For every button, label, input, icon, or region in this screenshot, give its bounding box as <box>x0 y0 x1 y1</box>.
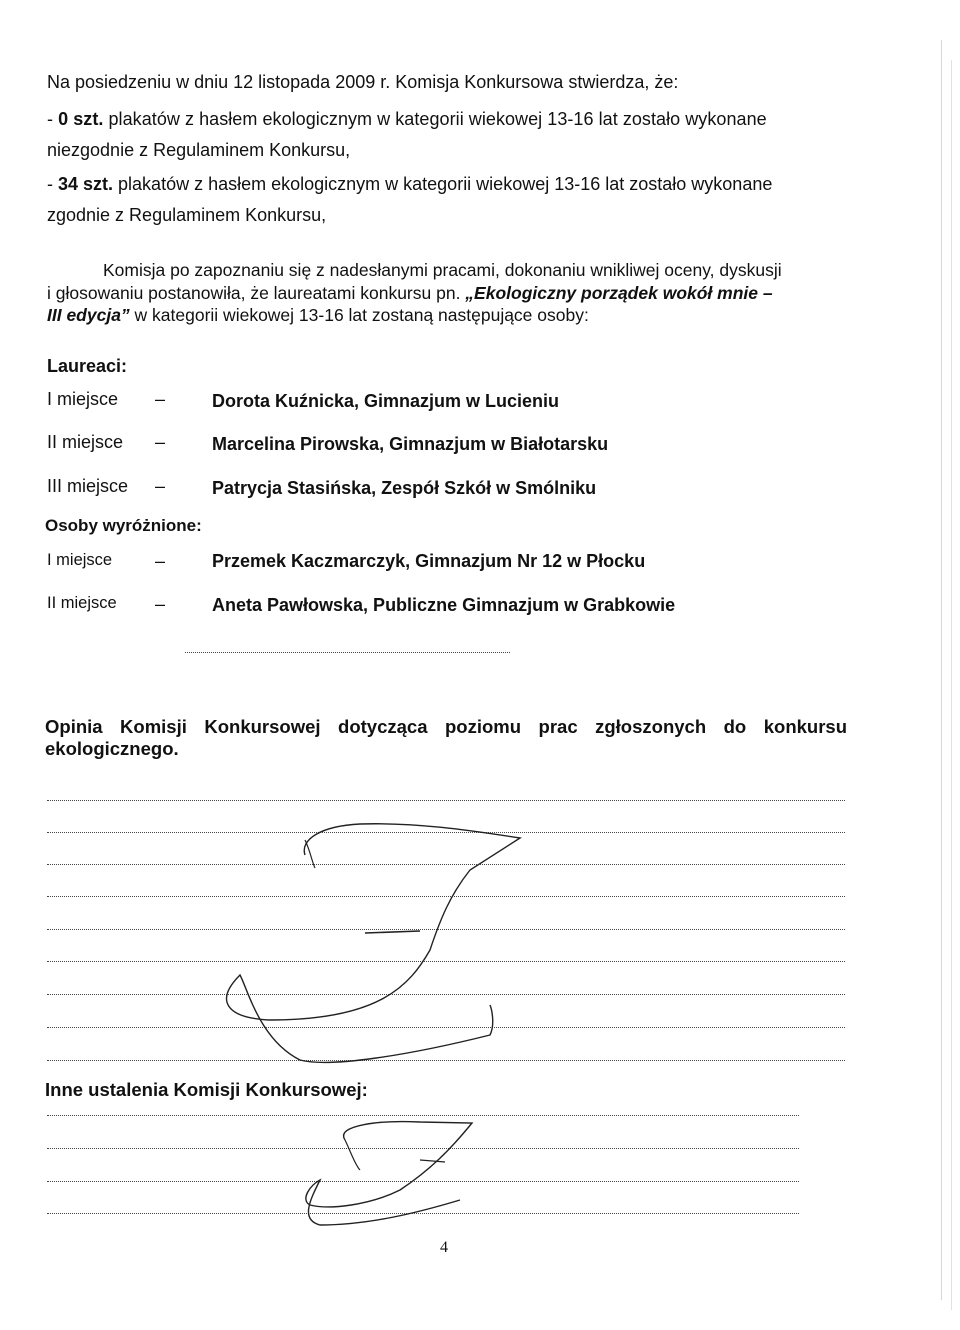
distinguished-heading: Osoby wyróżnione: <box>45 516 202 535</box>
item-1-count: 0 szt. <box>58 109 104 129</box>
other-heading: Inne ustalenia Komisji Konkursowej: <box>45 1079 368 1100</box>
item-2-count: 34 szt. <box>58 174 114 194</box>
laureate-2-dash: – <box>155 432 166 452</box>
decision-line-2: i głosowaniu postanowiła, że laureatami konkursu pn. „Ekologiczny porządek wokół mnie – <box>47 283 773 303</box>
laureate-2-name: Marcelina Pirowska, Gimnazjum w Białotarsku <box>212 434 609 454</box>
distinguished-2-place: II miejsce <box>47 594 117 612</box>
item-1-line-1: - 0 szt. plakatów z hasłem ekologicznym w kategorii wiekowej 13-16 lat zostało wykonane <box>47 109 767 129</box>
opinion-heading: Opinia Komisji Konkursowej dotycząca poziomu prac zgłoszonych do konkursu ekologicznego. <box>45 716 847 759</box>
laureate-1-name: Dorota Kuźnicka, Gimnazjum w Lucieniu <box>212 391 560 411</box>
distinguished-1-dash: – <box>155 551 166 571</box>
decision-line-1: Komisja po zapoznaniu się z nadesłanymi pracami, dokonaniu wnikliwej oceny, dyskusji <box>103 260 782 280</box>
distinguished-1-place: I miejsce <box>47 551 113 569</box>
page-number: 4 <box>440 1239 448 1256</box>
intro-line: Na posiedzeniu w dniu 12 listopada 2009 r. Komisja Konkursowa stwierdza, że: <box>47 72 679 92</box>
laureate-3-name: Patrycja Stasińska, Zespół Szkół w Smólniku <box>212 478 597 498</box>
laureate-3-dash: – <box>155 476 166 496</box>
item-1-line-2: niezgodnie z Regulaminem Konkursu, <box>47 140 351 160</box>
contest-name: „Ekologiczny porządek wokół mnie – <box>465 283 773 303</box>
item-2-line-2: zgodnie z Regulaminem Konkursu, <box>47 205 327 225</box>
laureate-1-place: I miejsce <box>47 389 119 409</box>
item-2-line-1: - 34 szt. plakatów z hasłem ekologicznym w kategorii wiekowej 13-16 lat zostało wykonane <box>47 174 773 194</box>
contest-edition: III edycja” <box>47 305 130 325</box>
laureate-1-dash: – <box>155 389 166 409</box>
distinguished-2-dash: – <box>155 594 166 614</box>
distinguished-1-name: Przemek Kaczmarczyk, Gimnazjum Nr 12 w Płocku <box>212 551 646 571</box>
laureate-3-place: III miejsce <box>47 476 129 496</box>
laureate-2-place: II miejsce <box>47 432 124 452</box>
laureates-heading: Laureaci: <box>47 356 128 376</box>
distinguished-2-name: Aneta Pawłowska, Publiczne Gimnazjum w Grabkowie <box>212 595 676 615</box>
decision-line-3: III edycja” w kategorii wiekowej 13-16 lat zostaną następujące osoby: <box>47 305 589 325</box>
